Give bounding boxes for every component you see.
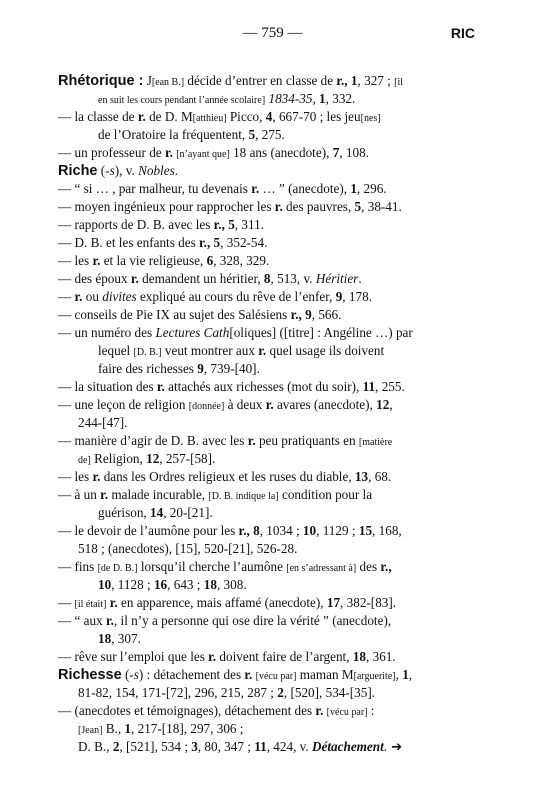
line-text: , 217-[18], 297, 306 ;: [131, 721, 244, 736]
line-text: peu pratiquants en: [255, 433, 359, 448]
line-text: 18: [203, 577, 217, 592]
index-line: [58, 396, 490, 414]
index-line: [58, 540, 490, 558]
index-line: [58, 702, 490, 720]
line-text: 4: [265, 109, 273, 124]
line-text: Religion,: [90, 451, 147, 466]
line-text: [D. B.]: [133, 347, 162, 358]
line-text: r.: [251, 181, 260, 196]
line-text: 18 ans (anecdote),: [229, 145, 333, 160]
line-text: 7: [332, 145, 340, 160]
line-text: 3: [191, 739, 198, 754]
line-text: , [520], 534-[35].: [283, 685, 376, 700]
line-text: , 328, 329.: [213, 253, 270, 268]
line-text: en suit les cours pendant l’année scolaire]: [98, 95, 266, 106]
index-line: [58, 360, 490, 378]
line-text: r.: [105, 613, 114, 628]
line-text: — à un: [58, 487, 101, 502]
line-text: [donnée]: [188, 401, 225, 412]
line-text: — la situation des: [58, 379, 157, 394]
index-line: [58, 378, 490, 396]
line-text: [il était]: [74, 599, 107, 610]
line-text: (: [97, 163, 106, 178]
line-text: r.: [156, 379, 165, 394]
line-text: — D. B. et les enfants des: [58, 235, 200, 250]
line-text: [vécu par]: [326, 707, 368, 718]
line-text: (: [121, 667, 130, 682]
line-text: — fins: [58, 559, 98, 574]
line-text: de l’Oratoire la fréquentent,: [98, 127, 249, 142]
line-text: ,: [395, 667, 403, 682]
line-text: , 307.: [111, 631, 141, 646]
line-text: 6: [206, 253, 214, 268]
headword: Rhétorique :: [58, 73, 144, 89]
line-text: faire des richesses: [98, 361, 198, 376]
headword: Richesse: [58, 667, 122, 683]
line-text: [vécu par]: [255, 671, 297, 682]
line-text: de D. M: [145, 109, 193, 124]
line-text: r.: [315, 703, 324, 718]
line-text: — conseils de Pie IX au sujet des Salésiens: [58, 307, 291, 322]
line-text: .: [383, 739, 388, 754]
line-text: quel usage ils doivent: [266, 343, 385, 358]
line-text: r., 9: [290, 307, 312, 322]
line-text: — manière d’agir de D. B. avec les: [58, 433, 248, 448]
line-text: lorsqu’il cherche l’aumône: [137, 559, 287, 574]
line-text: — un professeur de: [58, 145, 165, 160]
line-text: [Jean]: [78, 725, 103, 736]
index-line: [58, 72, 490, 90]
index-line: [58, 612, 490, 630]
page-number: — 759 —: [242, 25, 303, 41]
line-text: B.,: [102, 721, 125, 736]
line-text: —: [58, 595, 75, 610]
line-text: D. B.,: [78, 739, 113, 754]
line-text: —: [58, 289, 75, 304]
line-text: , 643 ;: [167, 577, 204, 592]
line-text: 2: [277, 685, 284, 700]
line-text: 11: [254, 739, 267, 754]
line-text: r.: [109, 595, 118, 610]
line-text: — les: [58, 253, 93, 268]
index-line: [58, 720, 490, 738]
line-text: r.: [100, 487, 109, 502]
line-text: -s: [129, 667, 139, 682]
index-line: [58, 234, 490, 252]
index-line: [58, 468, 490, 486]
line-text: r.: [74, 289, 83, 304]
line-text: 81-82, 154, 171-[72], 296, 215, 287 ;: [78, 685, 278, 700]
index-entries: [58, 72, 490, 756]
line-text: ou: [82, 289, 103, 304]
line-text: J: [143, 73, 152, 88]
line-text: r.: [258, 343, 267, 358]
line-text: [arguerite]: [353, 671, 396, 682]
line-text: — “ aux: [58, 613, 106, 628]
line-text: 518 ; (anecdotes), [15], 520-[21], 526-28.: [78, 541, 298, 556]
line-text: — “ si … , par malheur, tu devenais: [58, 181, 252, 196]
line-text: , 20-[21].: [163, 505, 213, 520]
line-text: r.: [164, 145, 173, 160]
line-text: 2: [112, 739, 120, 754]
line-text: Héritier: [315, 271, 359, 286]
line-text: [atthieu]: [192, 113, 227, 124]
line-text: 18: [98, 631, 112, 646]
line-text: 14: [150, 505, 164, 520]
index-line: [58, 216, 490, 234]
running-head: RIC: [450, 25, 475, 41]
line-text: , 327 ;: [357, 73, 395, 88]
line-text: 16: [153, 577, 168, 592]
line-text: 244-[47].: [78, 415, 128, 430]
line-text: 15: [358, 523, 373, 538]
line-text: [D. B. indique la]: [208, 491, 279, 502]
line-text: — (anecdotes et témoignages), détachement des: [58, 703, 316, 718]
headword: Riche: [58, 163, 98, 179]
line-text: , [521], 534 ;: [119, 739, 192, 754]
line-text: ), v.: [114, 163, 139, 178]
line-text: r.: [247, 433, 256, 448]
line-text: … ” (anecdote),: [259, 181, 351, 196]
line-text: et la vie religieuse,: [100, 253, 207, 268]
line-text: , 361.: [366, 649, 396, 664]
line-text: 13: [354, 469, 369, 484]
index-line: [58, 648, 490, 666]
line-text: en apparence, mais affamé (anecdote),: [117, 595, 327, 610]
index-line: [58, 288, 490, 306]
index-line: [58, 450, 490, 468]
line-text: veut montrer aux: [161, 343, 259, 358]
line-text: 5: [248, 127, 256, 142]
index-line: [58, 180, 490, 198]
line-text: , 352-54.: [220, 235, 268, 250]
line-text: r.: [137, 109, 146, 124]
index-line: [58, 162, 490, 180]
line-text: guérison,: [98, 505, 151, 520]
line-text: r., 1: [336, 73, 358, 88]
line-text: , 308.: [216, 577, 247, 592]
line-text: avares (anecdote),: [273, 397, 377, 412]
line-text: , il n’y a personne qui ose dire la vérité ” (anecdote),: [113, 613, 392, 628]
index-line: [58, 684, 490, 702]
index-line: [58, 504, 490, 522]
line-text: , 1129 ;: [316, 523, 359, 538]
line-text: r., 8: [238, 523, 260, 538]
line-text: 1: [319, 91, 326, 106]
line-text: — la classe de: [58, 109, 138, 124]
index-line: [58, 144, 490, 162]
line-text: divites: [102, 289, 137, 304]
line-text: , 667-70 ; les jeu: [272, 109, 361, 124]
line-text: 1: [402, 667, 409, 682]
line-text: condition pour la: [278, 487, 373, 502]
line-text: ,: [389, 397, 393, 412]
line-text: [n’ayant que]: [176, 149, 230, 160]
line-text: r.: [265, 397, 274, 412]
line-text: r.: [92, 469, 101, 484]
line-text: — des époux: [58, 271, 131, 286]
line-text: 1: [350, 181, 357, 196]
line-text: [de D. B.]: [97, 563, 138, 574]
line-text: — rapports de D. B. avec les: [58, 217, 214, 232]
index-line: [58, 198, 490, 216]
line-text: , 168,: [372, 523, 402, 538]
line-text: ,: [408, 667, 413, 682]
line-text: , 739-[40].: [203, 361, 260, 376]
line-text: :: [367, 703, 375, 718]
line-text: Nobles: [138, 163, 175, 178]
line-text: r.: [274, 199, 283, 214]
line-text: .: [174, 163, 178, 178]
line-text: à deux: [224, 397, 266, 412]
line-text: -s: [105, 163, 115, 178]
line-text: — moyen ingénieux pour rapprocher les: [58, 199, 275, 214]
line-text: r.: [130, 271, 139, 286]
line-text: , 296.: [356, 181, 387, 196]
line-text: demandent un héritier,: [138, 271, 264, 286]
line-text: [ean B.]: [151, 77, 185, 88]
index-line: [58, 108, 490, 126]
line-text: lequel: [98, 343, 134, 358]
index-line: [58, 90, 490, 108]
line-text: Détachement: [312, 739, 384, 754]
index-line: [58, 630, 490, 648]
index-line: [58, 306, 490, 324]
line-text: r.: [208, 649, 217, 664]
index-line: [58, 738, 490, 756]
line-text: , 332.: [325, 91, 356, 106]
line-text: [nes]: [360, 113, 381, 124]
index-line: [58, 486, 490, 504]
line-text: décide d’entrer en classe de: [184, 73, 337, 88]
line-text: [en s’adressant à]: [286, 563, 357, 574]
line-text: , 257-[58].: [159, 451, 216, 466]
line-text: , 1128 ;: [111, 577, 154, 592]
index-line: [58, 558, 490, 576]
line-text: Lectures Cath: [155, 325, 230, 340]
index-line: [58, 342, 490, 360]
line-text: expliqué au cours du rêve de l’enfer,: [136, 289, 336, 304]
line-text: 1834-35: [268, 91, 313, 106]
line-text: 18: [352, 649, 367, 664]
line-text: 1: [124, 721, 132, 736]
line-text: r.,: [380, 559, 392, 574]
continued-arrow-icon: ➔: [391, 740, 403, 755]
line-text: — une leçon de religion: [58, 397, 189, 412]
index-line: [58, 324, 490, 342]
line-text: , 382-[83].: [340, 595, 397, 610]
line-text: Picco,: [226, 109, 266, 124]
line-text: ,: [312, 91, 320, 106]
line-text: de]: [78, 455, 91, 466]
line-text: — le devoir de l’aumône pour les: [58, 523, 239, 538]
line-text: , 275.: [255, 127, 285, 142]
index-line: [58, 252, 490, 270]
line-text: 10: [302, 523, 317, 538]
line-text: 12: [146, 451, 160, 466]
line-text: maman M: [296, 667, 354, 682]
line-text: — rêve sur l’emploi que les: [58, 649, 209, 664]
line-text: , 255.: [375, 379, 405, 394]
line-text: — un numéro des: [58, 325, 156, 340]
line-text: ) : détachement des: [138, 667, 245, 682]
index-line: [58, 522, 490, 540]
line-text: , 178.: [342, 289, 372, 304]
line-text: , 80, 347 ;: [197, 739, 255, 754]
line-text: 17: [326, 595, 341, 610]
line-text: , 513, v.: [270, 271, 316, 286]
line-text: 5: [354, 199, 362, 214]
index-line: [58, 414, 490, 432]
line-text: dans les Ordres religieux et les ruses du diable,: [100, 469, 355, 484]
line-text: — les: [58, 469, 93, 484]
line-text: 8: [263, 271, 271, 286]
line-text: 11: [362, 379, 376, 394]
line-text: attachés aux richesses (mot du soir),: [164, 379, 363, 394]
line-text: , 38-41.: [361, 199, 402, 214]
line-text: [il: [394, 77, 404, 88]
line-text: r., 5: [213, 217, 235, 232]
line-text: doivent faire de l’argent,: [216, 649, 353, 664]
line-text: , 424, v.: [266, 739, 312, 754]
index-line: [58, 432, 490, 450]
index-line: [58, 666, 490, 684]
line-text: , 108.: [339, 145, 369, 160]
line-text: , 1034 ;: [259, 523, 303, 538]
line-text: , 68.: [368, 469, 392, 484]
line-text: .: [358, 271, 362, 286]
index-line: [58, 594, 490, 612]
index-line: [58, 270, 490, 288]
line-text: , 311.: [234, 217, 264, 232]
line-text: 9: [335, 289, 343, 304]
index-line: [58, 126, 490, 144]
line-text: r., 5: [199, 235, 221, 250]
line-text: malade incurable,: [108, 487, 209, 502]
line-text: 12: [376, 397, 390, 412]
line-text: 9: [197, 361, 204, 376]
line-text: 10: [98, 577, 112, 592]
line-text: des: [356, 559, 381, 574]
line-text: r.: [244, 667, 253, 682]
line-text: [matière: [358, 437, 393, 448]
line-text: [oliques] ([titre] : Angéline …) par: [229, 325, 413, 340]
index-line: [58, 576, 490, 594]
line-text: r.: [92, 253, 101, 268]
line-text: , 566.: [311, 307, 342, 322]
line-text: des pauvres,: [282, 199, 355, 214]
